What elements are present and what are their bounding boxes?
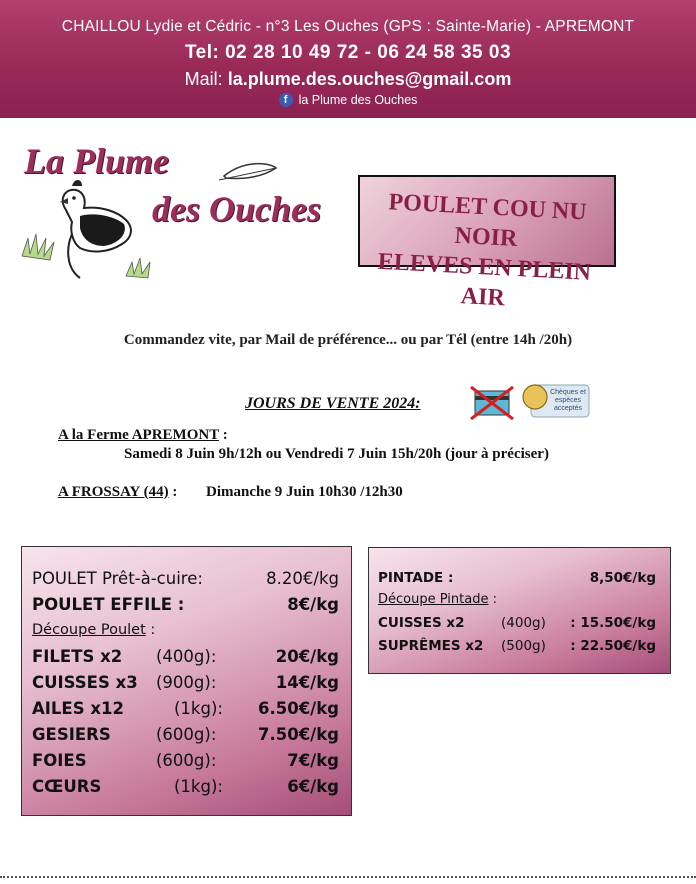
frossay-location bbox=[58, 484, 177, 501]
cut-name: GESIERS bbox=[32, 725, 111, 744]
farm-dates: Samedi 8 Juin 9h/12h ou Vendredi 7 Juin 15h/20h (jour à préciser) bbox=[124, 446, 549, 462]
cut-weight: (600g): bbox=[156, 725, 217, 744]
breed-banner-line2: ELEVES EN PLEIN AIR bbox=[377, 248, 592, 312]
cut-name: FOIES bbox=[32, 751, 87, 770]
poulet-row2-name: POULET EFFILE : bbox=[32, 595, 185, 614]
pintade-price-box bbox=[368, 547, 671, 674]
mail-address[interactable]: la.plume.des.ouches@gmail.com bbox=[227, 69, 512, 89]
pintade-cut-name: CUISSES x2 bbox=[378, 615, 465, 631]
cut-price: 7€/kg bbox=[287, 751, 339, 770]
address-line: CHAILLOU Lydie et Cédric - n°3 Les Ouches (GPS : Sainte-Marie) - APREMONT bbox=[61, 18, 635, 35]
poulet-row2-price: 8€/kg bbox=[287, 595, 339, 614]
cut-name: AILES x12 bbox=[32, 699, 124, 718]
cut-name: FILETS x2 bbox=[32, 647, 123, 666]
cheque-cash-badge bbox=[521, 383, 591, 419]
cut-weight: (1kg): bbox=[174, 777, 223, 796]
cut-price: 14€/kg bbox=[275, 673, 339, 692]
mail-line bbox=[0, 69, 696, 90]
poulet-row1-price: 8.20€/kg bbox=[266, 569, 339, 588]
pintade-cut-subtitle bbox=[378, 592, 497, 607]
farm-label: A la Ferme APREMONT bbox=[58, 427, 219, 443]
farm-location bbox=[58, 427, 228, 444]
bottom-divider bbox=[0, 876, 696, 878]
cut-price: 20€/kg bbox=[275, 647, 339, 666]
pintade-price: 8,50€/kg bbox=[589, 570, 656, 586]
facebook-icon: f bbox=[279, 93, 293, 107]
frossay-colon: : bbox=[168, 484, 178, 500]
frossay-dates: Dimanche 9 Juin 10h30 /12h30 bbox=[206, 484, 403, 500]
feather-icon bbox=[224, 164, 276, 179]
sales-days-title: JOURS DE VENTE 2024: bbox=[245, 395, 421, 412]
order-instructions: Commandez vite, par Mail de préférence... ou par Tél (entre 14h /20h) bbox=[123, 332, 573, 348]
poulet-row1-name: POULET Prêt-à-cuire: bbox=[32, 569, 203, 588]
facebook-label[interactable]: la Plume des Ouches bbox=[298, 93, 418, 107]
logo-title-line2: des Ouches bbox=[152, 189, 321, 229]
cut-weight: (400g): bbox=[156, 647, 217, 666]
pintade-cut-colon: : bbox=[488, 592, 497, 607]
poulet-cut-subtitle bbox=[32, 622, 155, 638]
pintade-cut-price: : 15.50€/kg bbox=[570, 615, 656, 631]
poulet-cut-colon: : bbox=[145, 622, 156, 638]
pintade-cut-weight: (400g) bbox=[501, 615, 546, 631]
pintade-cut-price: : 22.50€/kg bbox=[570, 638, 656, 654]
pintade-cut-label: Découpe Pintade bbox=[378, 592, 489, 607]
cut-name: CŒURS bbox=[32, 777, 102, 796]
cut-price: 6.50€/kg bbox=[257, 699, 339, 718]
cut-weight: (900g): bbox=[156, 673, 217, 692]
cut-weight: (600g): bbox=[156, 751, 217, 770]
breed-banner-line1: POULET COU NU NOIR bbox=[387, 189, 588, 252]
logo-title-line1: La Plume bbox=[24, 141, 169, 181]
farm-colon: : bbox=[218, 427, 228, 443]
frossay-label: A FROSSAY (44) bbox=[58, 484, 169, 500]
cut-name: CUISSES x3 bbox=[32, 673, 138, 692]
cheque-text: Chèques et espèces acceptés bbox=[550, 389, 586, 412]
phone-line: Tel: 02 28 10 49 72 - 06 24 58 35 03 bbox=[184, 42, 512, 63]
pintade-cut-weight: (500g) bbox=[501, 638, 546, 654]
facebook-line bbox=[0, 93, 696, 107]
cut-weight: (1kg): bbox=[174, 699, 223, 718]
no-card-icon bbox=[469, 385, 515, 421]
cut-price: 7.50€/kg bbox=[257, 725, 339, 744]
mail-label: Mail: bbox=[184, 69, 223, 89]
poulet-cut-label: Découpe Poulet bbox=[32, 622, 146, 638]
pintade-name: PINTADE : bbox=[378, 570, 454, 586]
breed-banner-text bbox=[360, 186, 611, 319]
pintade-cut-name: SUPRÊMES x2 bbox=[378, 638, 484, 654]
cut-price: 6€/kg bbox=[287, 777, 339, 796]
poulet-price-box bbox=[21, 546, 352, 816]
